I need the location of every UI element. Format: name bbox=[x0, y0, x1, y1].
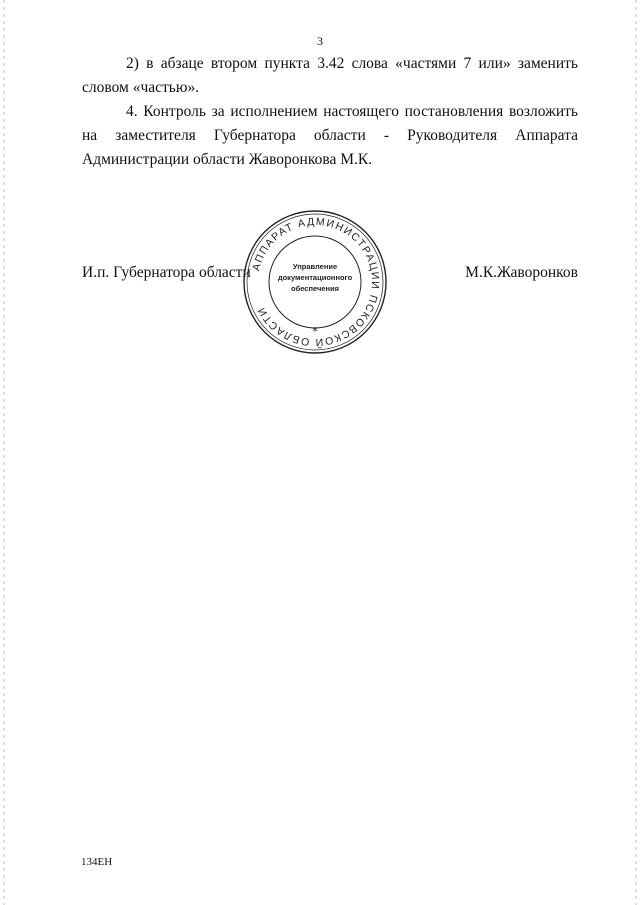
page-number: 3 bbox=[317, 34, 323, 48]
paragraph-item-2 bbox=[82, 52, 578, 100]
signature-name: М.К.Жаворонков bbox=[465, 264, 578, 281]
official-seal bbox=[240, 207, 390, 357]
seal-center-line1: Управление bbox=[292, 262, 338, 271]
scan-edge-left bbox=[3, 0, 5, 905]
seal-ring-text: АППАРАТ АДМИНИСТРАЦИИ ПСКОВСКОЙ ОБЛАСТИ bbox=[250, 215, 382, 349]
document-code: 134ЕН bbox=[81, 856, 113, 868]
paragraph-line: словом «частью». bbox=[82, 79, 200, 96]
seal-center-line3: обеспечения bbox=[290, 284, 340, 293]
paragraph-line: Администрации области Жаворонкова М.К. bbox=[82, 151, 373, 168]
paragraph-line: на заместителя Губернатора области - Руководителя Аппарата bbox=[82, 127, 578, 144]
seal-center-line2: документационного bbox=[277, 273, 353, 282]
paragraph-line: 4. Контроль за исполнением настоящего постановления возложить bbox=[126, 103, 578, 120]
signature-title: И.п. Губернатора области bbox=[82, 264, 251, 281]
paragraph-line: 2) в абзаце втором пункта 3.42 слова «частями 7 или» заменить bbox=[126, 55, 578, 72]
scan-edge-right bbox=[635, 0, 637, 905]
seal-inner-ring bbox=[269, 236, 361, 328]
seal-star: * bbox=[312, 325, 318, 338]
paragraph-point-4 bbox=[82, 100, 578, 172]
